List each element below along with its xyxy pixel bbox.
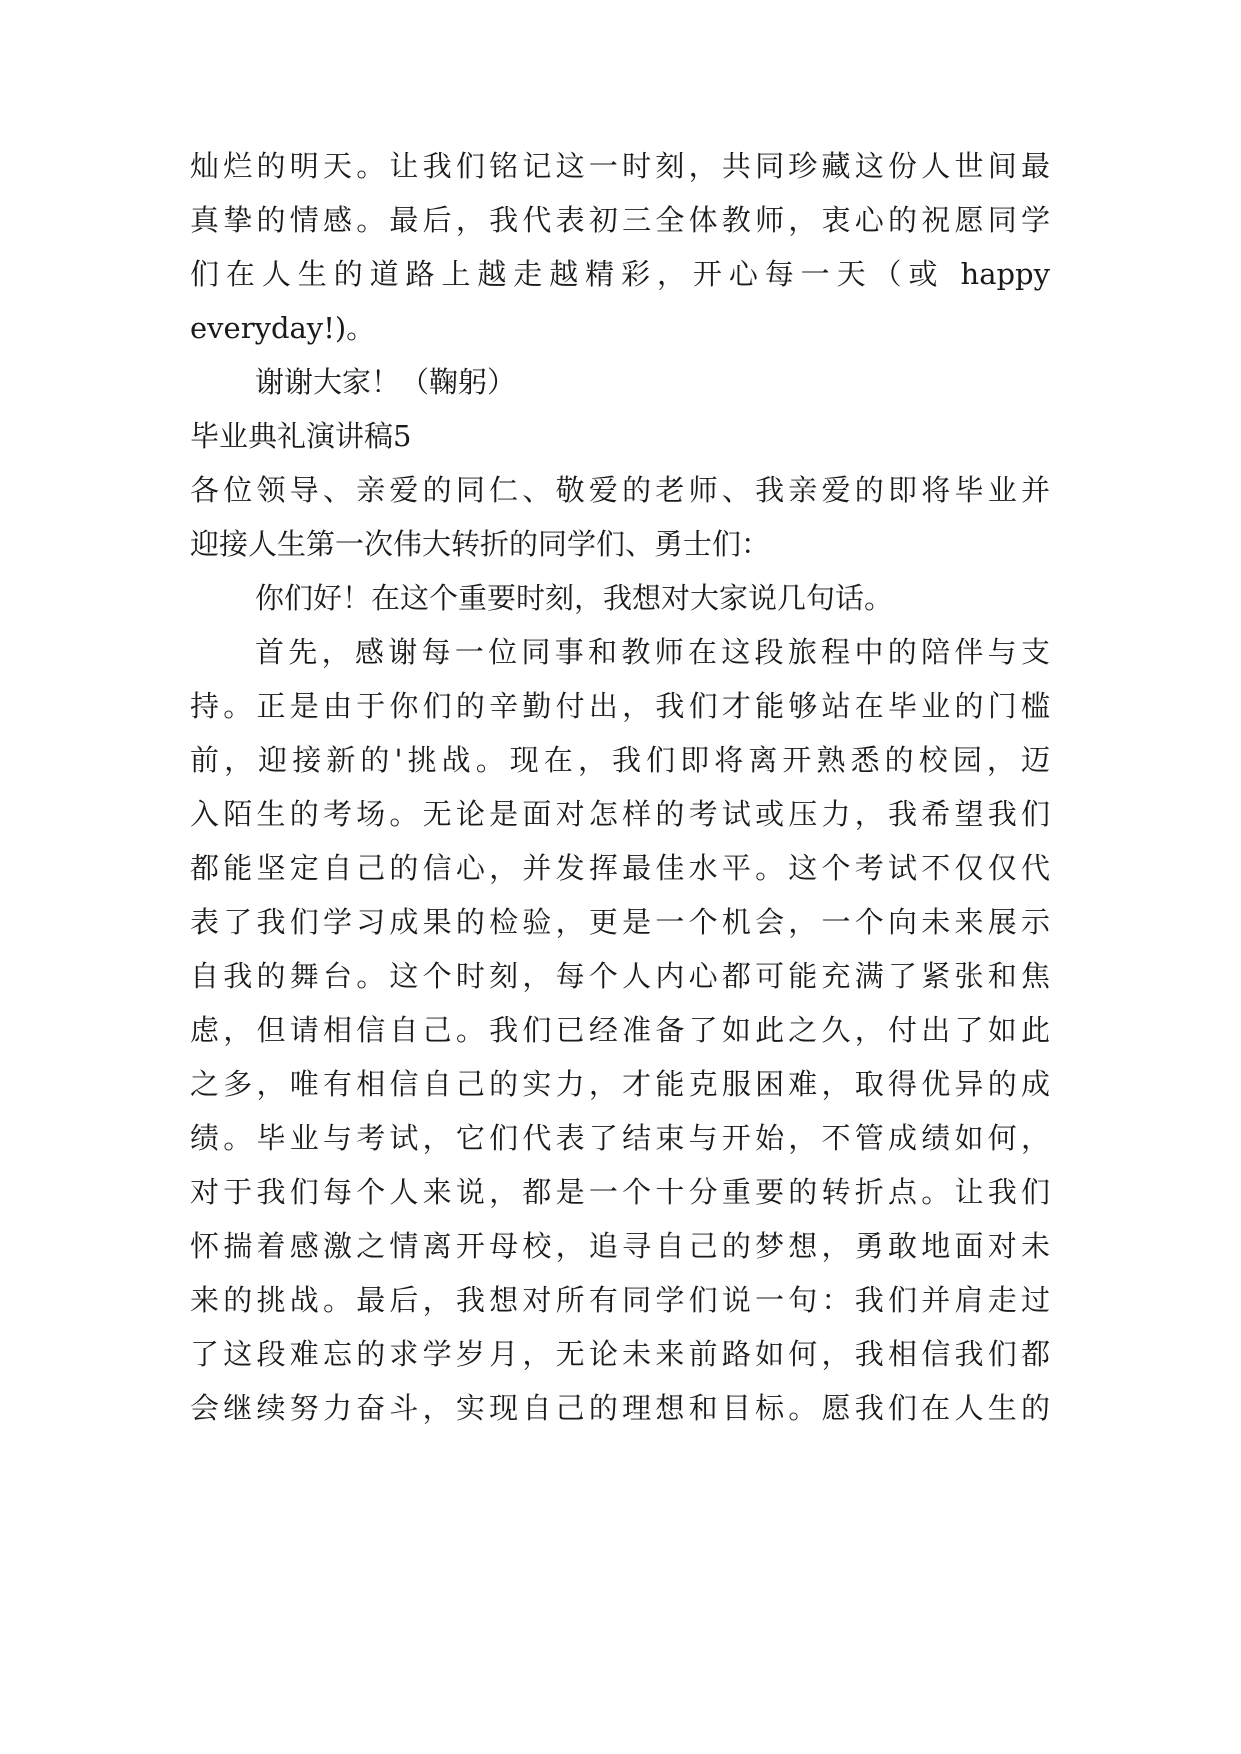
thanks-line: 谢谢大家！（鞠躬） (255, 365, 517, 399)
paragraph-line: 真挚的情感。最后，我代表初三全体教师，衷心的祝愿同学 (190, 203, 1050, 237)
salutation-line: 各位领导、亲爱的同仁、敬爱的老师、我亲爱的即将毕业并 (190, 473, 1050, 507)
body-line: 会继续努力奋斗，实现自己的理想和目标。愿我们在人生的 (190, 1391, 1050, 1425)
body-line: 入陌生的考场。无论是面对怎样的考试或压力，我希望我们 (190, 797, 1050, 831)
body-line: 绩。毕业与考试，它们代表了结束与开始，不管成绩如何， (190, 1121, 1050, 1155)
body-line: 了这段难忘的求学岁月，无论未来前路如何，我相信我们都 (190, 1337, 1050, 1371)
greeting-line: 你们好！在这个重要时刻，我想对大家说几句话。 (255, 581, 894, 615)
body-line: 首先，感谢每一位同事和教师在这段旅程中的陪伴与支 (255, 635, 1050, 669)
body-line: 对于我们每个人来说，都是一个十分重要的转折点。让我们 (190, 1175, 1050, 1209)
body-line: 都能坚定自己的信心，并发挥最佳水平。这个考试不仅仅代 (190, 851, 1050, 885)
body-line: 持。正是由于你们的辛勤付出，我们才能够站在毕业的门槛 (190, 689, 1050, 723)
paragraph-line: 们在人生的道路上越走越精彩，开心每一天（或 happy (190, 257, 1050, 291)
body-line: 之多，唯有相信自己的实力，才能克服困难，取得优异的成 (190, 1067, 1050, 1101)
body-line: 自我的舞台。这个时刻，每个人内心都可能充满了紧张和焦 (190, 959, 1050, 993)
body-line: 前，迎接新的'挑战。现在，我们即将离开熟悉的校园，迈 (190, 743, 1050, 777)
salutation-line: 迎接人生第一次伟大转折的同学们、勇士们： (190, 527, 771, 561)
section-title: 毕业典礼演讲稿5 (190, 419, 412, 453)
paragraph-line: everyday!)。 (190, 311, 376, 345)
body-line: 表了我们学习成果的检验，更是一个机会，一个向未来展示 (190, 905, 1050, 939)
paragraph-line: 灿烂的明天。让我们铭记这一时刻，共同珍藏这份人世间最 (190, 149, 1050, 183)
body-line: 虑，但请相信自己。我们已经准备了如此之久，付出了如此 (190, 1013, 1050, 1047)
body-line: 来的挑战。最后，我想对所有同学们说一句：我们并肩走过 (190, 1283, 1050, 1317)
body-line: 怀揣着感激之情离开母校，追寻自己的梦想，勇敢地面对未 (190, 1229, 1050, 1263)
